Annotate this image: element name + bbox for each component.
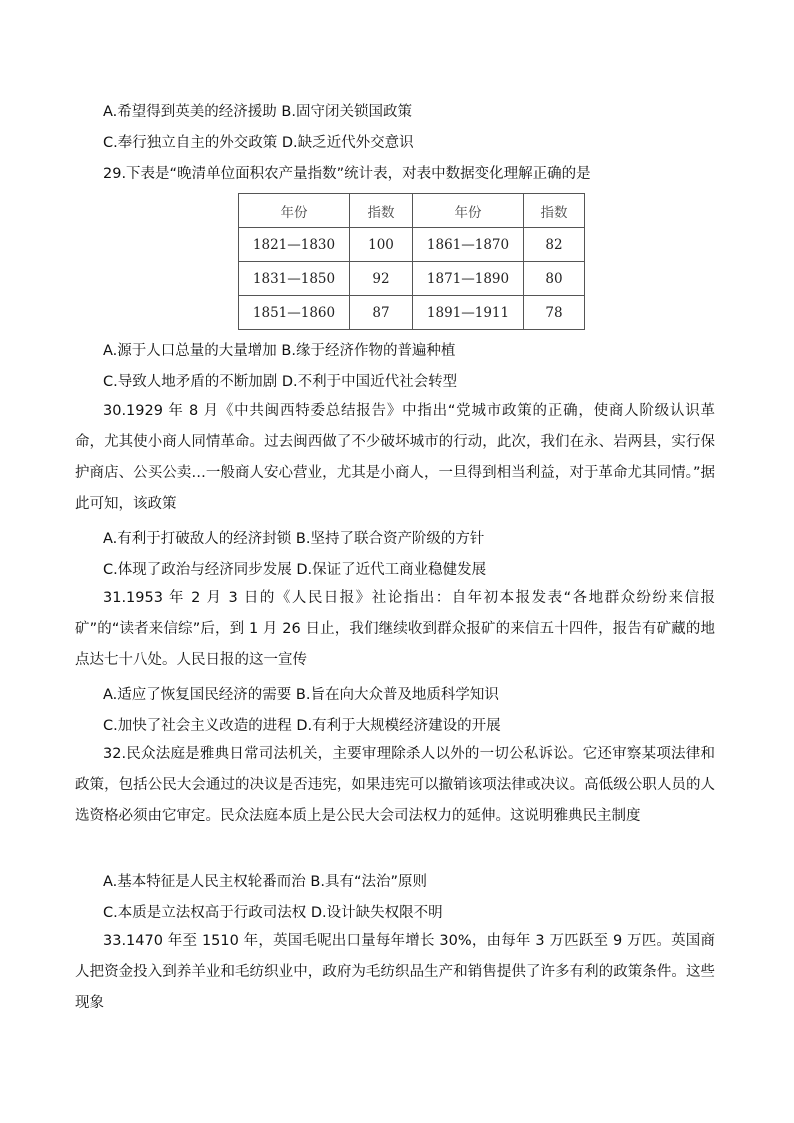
table-row [239,262,585,296]
q30-options-ab: A.有利于打破敌人的经济封锁 B.坚持了联合资产阶级的方针 [103,531,485,547]
q29-options-cd: C.导致人地矛盾的不断加剧 D.不利于中国近代社会转型 [103,374,458,390]
q33-stem: 33.1470 年至 1510 年，英国毛呢出口量每年增长 30%，由每年 3 万匹跃至 9 万匹。英国商人把资金投入到养羊业和毛纺织业中，政府为毛纺织品生产和销售提供了许多有利的政策条件。这些现象 [75,933,715,1011]
table-cell: 1871—1890 [413,262,524,296]
table-cell: 80 [524,262,585,296]
table-cell: 1891—1911 [413,296,524,330]
table-cell: 82 [524,228,585,262]
header-year-2: 年份 [413,194,524,228]
table-cell: 1831—1850 [239,262,350,296]
q29-options-ab: A.源于人口总量的大量增加 B.缘于经济作物的普遍种植 [103,343,456,359]
q28-options-cd: C.奉行独立自主的外交政策 D.缺乏近代外交意识 [103,135,414,151]
table-cell: 1861—1870 [413,228,524,262]
q32-stem: 32.民众法庭是雅典日常司法机关，主要审理除杀人以外的一切公私诉讼。它还审察某项法律和政策，包括公民大会通过的决议是否违宪，如果违宪可以撤销该项法律或决议。高低级公职人员的人选资格必须由它审定。民众法庭本质上是公民大会司法权力的延伸。这说明雅典民主制度 [75,746,715,824]
table-cell: 78 [524,296,585,330]
table-cell: 92 [350,262,413,296]
table-header-row [239,194,585,228]
header-year-1: 年份 [239,194,350,228]
table-row [239,228,585,262]
table-cell: 1821—1830 [239,228,350,262]
q31-options-ab: A.适应了恢复国民经济的需要 B.旨在向大众普及地质科学知识 [103,687,499,703]
q31-stem: 31.1953 年 2 月 3 日的《人民日报》社论指出：自年初本报发表“各地群众纷纷来信报矿”的“读者来信综”后，到 1 月 26 日止，我们继续收到群众报矿的来信五十四件，报告有矿藏的地点达七十八处。人民日报的这一宣传 [75,590,715,668]
q29-stem: 29.下表是“晚清单位面积农产量指数”统计表，对表中数据变化理解正确的是 [103,166,591,182]
header-index-2: 指数 [524,194,585,228]
table-cell: 1851—1860 [239,296,350,330]
q32-options-ab: A.基本特征是人民主权轮番而治 B.具有“法治”原则 [103,874,427,890]
table-row [239,296,585,330]
yield-index-table [238,193,585,330]
table-cell: 87 [350,296,413,330]
q28-options-ab: A.希望得到英美的经济援助 B.固守闭关锁国政策 [103,104,412,120]
q31-options-cd: C.加快了社会主义改造的进程 D.有利于大规模经济建设的开展 [103,718,501,734]
q32-options-cd: C.本质是立法权高于行政司法权 D.设计缺失权限不明 [103,905,443,921]
header-index-1: 指数 [350,194,413,228]
q30-stem: 30.1929 年 8 月《中共闽西特委总结报告》中指出“党城市政策的正确，使商人阶级认识革命，尤其使小商人同情革命。过去闽西做了不少破坏城市的行动，此次，我们在永、岩两县，实行保护商店、公买公卖…一般商人安心营业，尤其是小商人，一旦得到相当利益，对于革命尤其同情。”据此可知，该政策 [75,403,715,512]
q30-options-cd: C.体现了政治与经济同步发展 D.保证了近代工商业稳健发展 [103,562,487,578]
table-cell: 100 [350,228,413,262]
